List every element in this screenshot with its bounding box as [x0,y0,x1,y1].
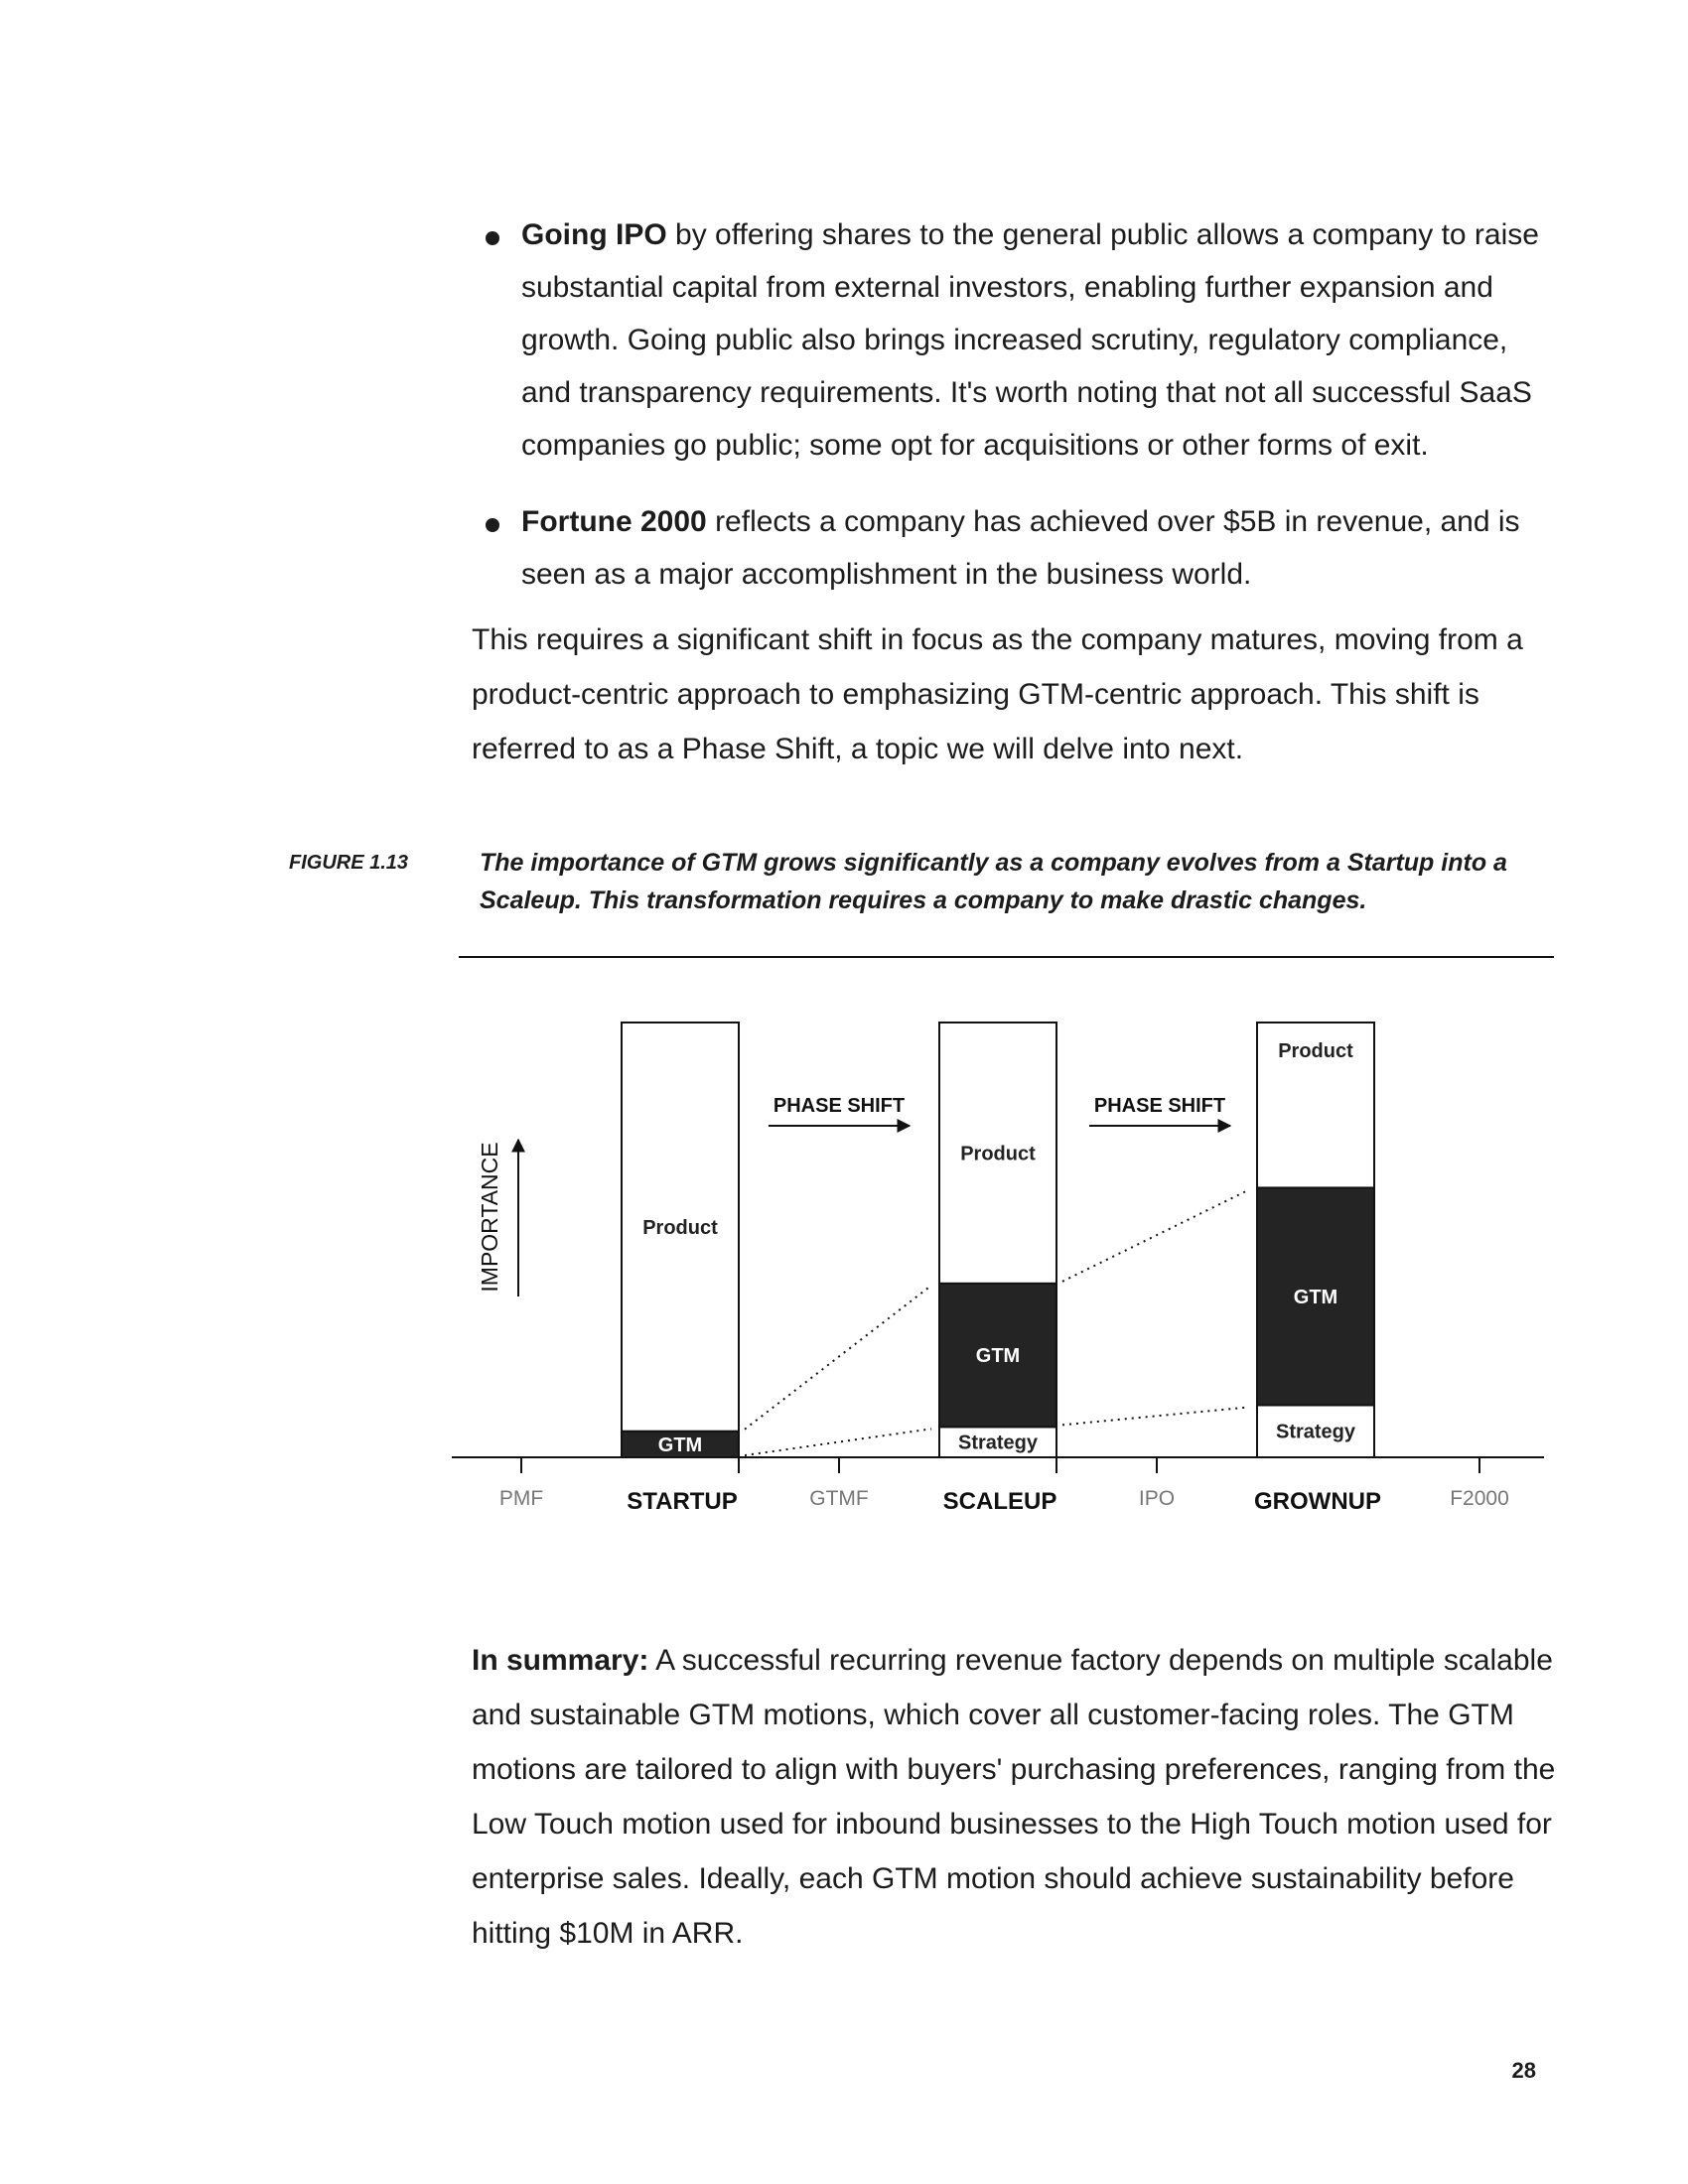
segment-label-gtm: GTM [657,1433,703,1456]
segment-label-strategy: Strategy [1275,1421,1356,1443]
page-number: 28 [1511,2058,1536,2083]
segment-label-product: Product [1278,1040,1353,1062]
category-label: GROWNUP [1254,1488,1381,1515]
phase-connector-line [745,1286,931,1430]
summary-text: A successful recurring revenue factory depends on multiple scalable and sustainable GTM motions, which cover all customer-facing roles. The GTM motions are tailored to align with buyers' purchasing preferences, ranging from the Low Touch motion used for inbound businesses to the High Touch motion used for enterprise sales. Ideally, each GTM motion should achieve sustainability before hitting $10M in ARR. [472,1644,1556,1950]
segment-label-gtm: GTM [1293,1286,1338,1308]
body-paragraph: This requires a significant shift in focus as the company matures, moving from a product-centric approach to emphasizing GTM-centric approach. This shift is referred to as a Phase Shift, a topic we will delve into next. [472,623,1523,765]
milestone-label: IPO [1138,1487,1176,1510]
bullet-term: Going IPO [521,218,667,251]
figure-label: FIGURE 1.13 [289,852,409,874]
phase-shift-label: PHASE SHIFT [773,1095,906,1117]
bullet-text: by offering shares to the general public allows a company to raise substantial capital from external investors, enabling further expansion and growth. Going public also brings increased scrutiny, regulatory compliance, and transparency requirements. It's worth noting that not all successful SaaS companies go public; some opt for acquisitions or other forms of exit. [521,218,1539,462]
segment-label-strategy: Strategy [957,1432,1039,1454]
category-label: SCALEUP [942,1488,1057,1515]
phase-connector-line [1062,1189,1249,1281]
segment-label-product: Product [642,1216,718,1239]
figure-caption: The importance of GTM grows significantly as a company evolves from a Startup into a Scaleup. This transformation requires a company to make drastic changes. [480,849,1507,914]
segment-label-gtm: GTM [975,1345,1021,1368]
y-axis-label: IMPORTANCE [477,1142,502,1293]
milestone-label: PMF [498,1487,544,1510]
segment-label-product: Product [960,1143,1036,1165]
bullet-term: Fortune 2000 [521,505,707,538]
category-label: STARTUP [627,1488,738,1515]
bullet-text: reflects a company has achieved over $5B in revenue, and is seen as a major accomplishment in the business world. [521,505,1520,591]
phase-connector-line [1062,1407,1249,1425]
summary-label: In summary: [472,1644,649,1677]
milestone-label: GTMF [809,1487,869,1510]
milestone-label: F2000 [1450,1487,1509,1510]
summary-paragraph [472,1633,1559,1961]
phase-shift-label: PHASE SHIFT [1093,1095,1226,1117]
phase-connector-line [745,1429,931,1455]
